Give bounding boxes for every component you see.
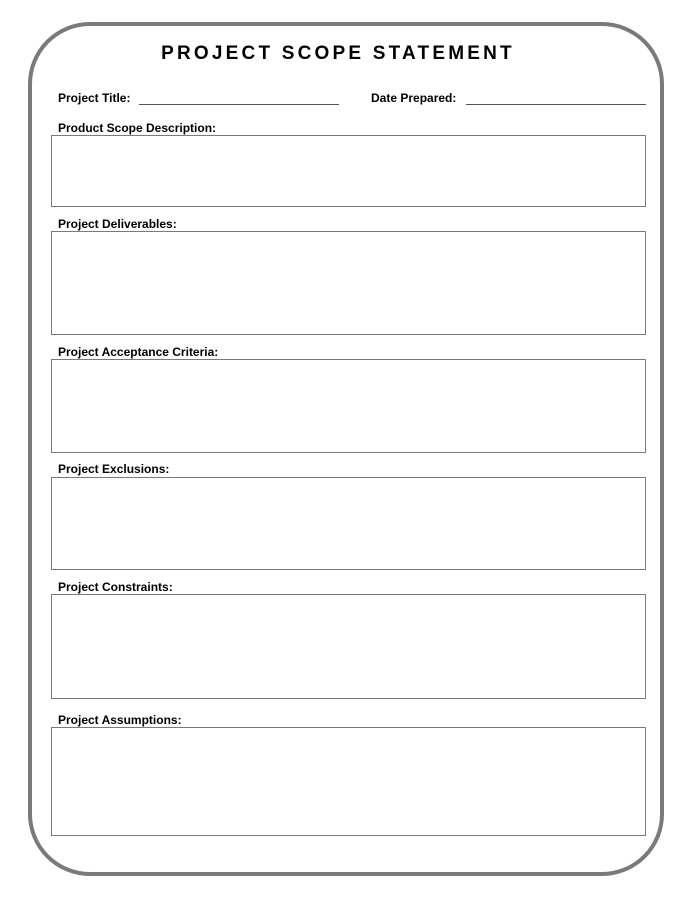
project-title-line: [139, 104, 339, 105]
project-exclusions-box[interactable]: [51, 477, 646, 570]
date-prepared-label: Date Prepared:: [371, 91, 457, 105]
project-exclusions-label: Project Exclusions:: [58, 462, 170, 476]
project-acceptance-criteria-box[interactable]: [51, 359, 646, 453]
project-assumptions-box[interactable]: [51, 727, 646, 836]
project-acceptance-criteria-label: Project Acceptance Criteria:: [58, 345, 219, 359]
project-constraints-box[interactable]: [51, 594, 646, 699]
project-title-label: Project Title:: [58, 91, 131, 105]
project-deliverables-label: Project Deliverables:: [58, 217, 177, 231]
product-scope-description-label: Product Scope Description:: [58, 121, 217, 135]
project-deliverables-box[interactable]: [51, 231, 646, 335]
project-assumptions-label: Project Assumptions:: [58, 713, 182, 727]
product-scope-description-box[interactable]: [51, 135, 646, 207]
date-prepared-line: [466, 104, 646, 105]
form-title: PROJECT SCOPE STATEMENT: [161, 43, 515, 64]
project-constraints-label: Project Constraints:: [58, 580, 173, 594]
